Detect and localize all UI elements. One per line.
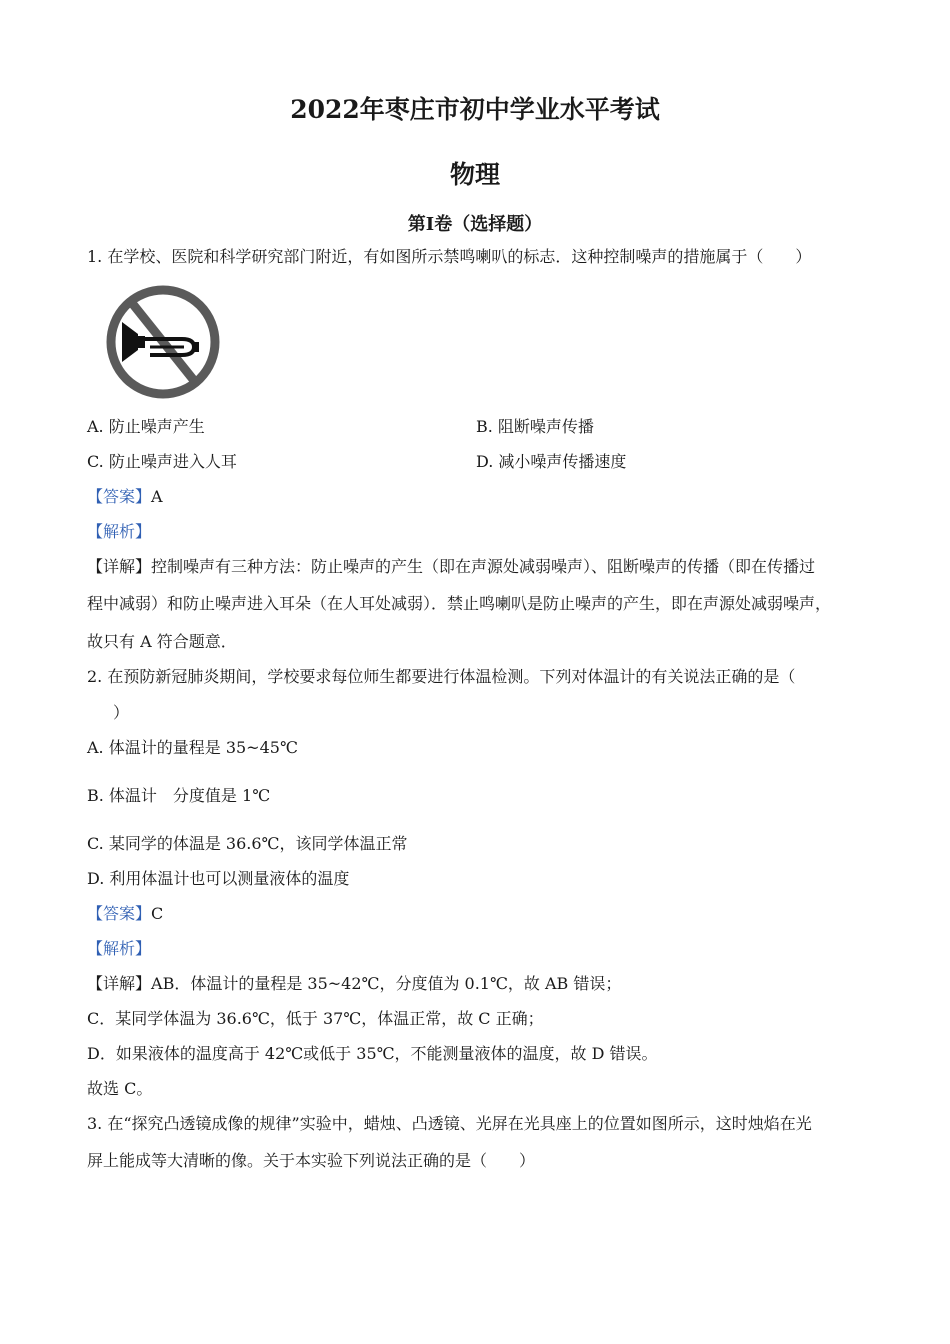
detail-label: 【详解】 [87, 974, 152, 993]
q1-option-d: D. 减小噪声传播速度 [476, 452, 627, 471]
q2-option-b: B. 体温计 分度值是 1℃ [87, 786, 271, 805]
answer-label: 【答案】 [87, 904, 152, 923]
q3-stem-line-1: 3. 在“探究凸透镜成像的规律”实验中，蜡烛、凸透镜、光屏在光具座上的位置如图所示，这时烛焰在光 [87, 1114, 812, 1133]
q2-option-d: D. 利用体温计也可以测量液体的温度 [87, 869, 350, 888]
q1-answer-line [87, 486, 877, 508]
q3-stem-line-2: 屏上能成等大清晰的像。关于本实验下列说法正确的是（ ） [87, 1151, 536, 1170]
detail-label: 【详解】 [87, 557, 152, 576]
q2-answer: C [151, 904, 164, 923]
q1-option-c: C. 防止噪声进入人耳 [87, 452, 237, 471]
exam-title: 2022年枣庄市初中学业水平考试 [290, 95, 660, 124]
q2-detail-line-1 [87, 973, 877, 995]
q2-stem-line-2: ） [97, 703, 130, 722]
subject-title: 物理 [449, 160, 500, 189]
q1-stem: 1. 在学校、医院和科学研究部门附近，有如图所示禁鸣喇叭的标志．这种控制噪声的措施属于（ ） [87, 247, 812, 266]
q1-detail-text-1: 控制噪声有三种方法：防止噪声的产生（即在声源处减弱噪声）、阻断噪声的传播（即在传播过 [151, 557, 816, 576]
q2-detail-line-2: C．某同学体温为 36.6℃，低于 37℃，体温正常，故 C 正确； [87, 1009, 544, 1028]
q2-detail-line-4: 故选 C。 [87, 1079, 153, 1098]
q2-answer-line [87, 903, 877, 925]
q1-detail-line-3: 故只有 A 符合题意． [87, 632, 237, 651]
q2-option-c: C. 某同学的体温是 36.6℃，该同学体温正常 [87, 834, 408, 853]
no-horn-icon [104, 284, 222, 400]
q1-detail-line-1 [87, 556, 877, 578]
q1-option-a: A. 防止噪声产生 [87, 417, 205, 436]
q2-analysis-label: 【解析】 [87, 939, 152, 958]
q1-option-b: B. 阻断噪声传播 [476, 417, 594, 436]
answer-label: 【答案】 [87, 487, 152, 506]
q2-option-a: A. 体温计的量程是 35~45℃ [87, 738, 298, 757]
q2-detail-text-1: AB．体温计的量程是 35~42℃，分度值为 0.1℃，故 AB 错误； [151, 974, 622, 993]
q1-answer: A [151, 487, 163, 506]
q1-detail-line-2: 程中减弱）和防止噪声进入耳朵（在人耳处减弱）．禁止鸣喇叭是防止噪声的产生，即在声源处减弱噪声， [87, 594, 832, 613]
q2-detail-line-3: D．如果液体的温度高于 42℃或低于 35℃，不能测量液体的温度，故 D 错误。 [87, 1044, 658, 1063]
section-title: 第I卷（选择题） [407, 214, 543, 235]
q1-analysis-label: 【解析】 [87, 522, 152, 541]
q2-stem-line-1: 2. 在预防新冠肺炎期间，学校要求每位师生都要进行体温检测。下列对体温计的有关说法正确的是（ [87, 667, 796, 686]
